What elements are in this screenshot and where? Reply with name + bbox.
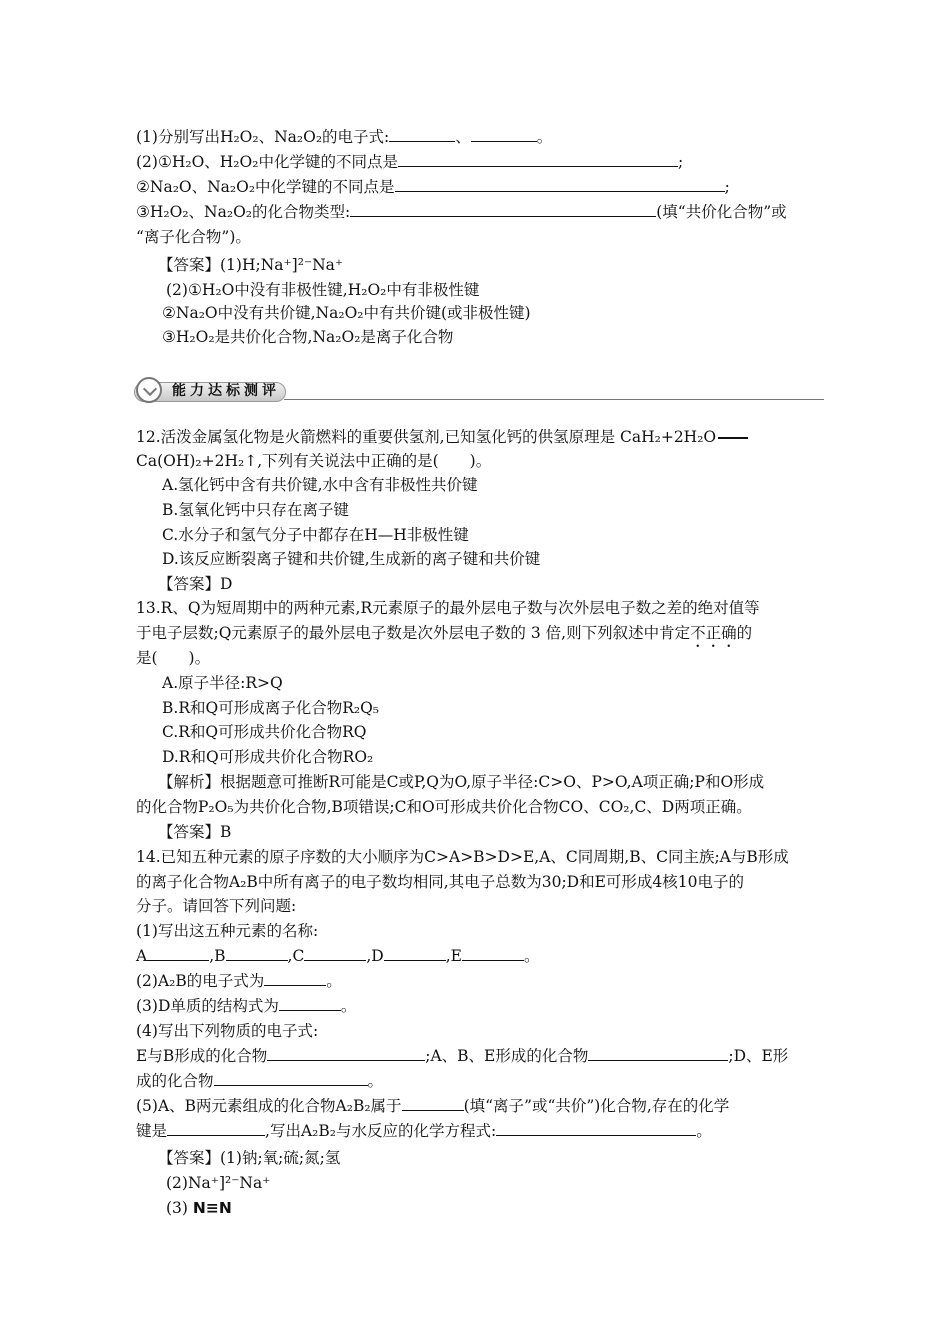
q13-option-d: D.R和Q可形成共价化合物RO₂ — [162, 748, 374, 766]
q13-stem-2 — [136, 622, 752, 644]
q11-part3 — [136, 176, 730, 198]
q14-answer-3 — [166, 1197, 232, 1219]
q14-sub-3-text: (3)D单质的结构式为 — [136, 997, 279, 1015]
chevron-down-icon — [136, 377, 162, 403]
q14-sub-5d-text: ,写出A₂B₂与水反应的化学方程式: — [265, 1122, 497, 1140]
answer-blank — [167, 1121, 265, 1136]
q12-stem-1-text: 12.活泼金属氢化物是火箭燃料的重要供氢剂,已知氢化钙的供氢原理是 CaH₂+2H₂O — [136, 428, 717, 446]
answer-blank — [395, 177, 725, 192]
answer-blank — [214, 1071, 368, 1086]
period: 。 — [367, 1072, 384, 1090]
q14-sub-4b-text: ;A、B、E形成的化合物 — [425, 1047, 589, 1065]
q11-answer-2: (2)①H₂O中没有非极性键,H₂O₂中有非极性键 — [166, 281, 480, 299]
q13-analysis-1: 【解析】根据题意可推断R可能是C或P,Q为O,原子半径:C>O、P>O,A项正确;P和O形成 — [158, 773, 765, 791]
q14-names-line — [136, 945, 539, 967]
banner-rule — [284, 399, 824, 400]
answer-blank — [267, 1046, 425, 1061]
q14-sub-5-line-1 — [136, 1095, 729, 1117]
q14-sub-4a-text: E与B形成的化合物 — [136, 1047, 268, 1065]
q14-sub-2 — [136, 970, 342, 992]
answer-blank — [588, 1046, 728, 1061]
name-label-a: A — [136, 947, 148, 965]
period: 。 — [326, 972, 342, 990]
emphasis-not-correct: 不正确 — [690, 624, 737, 642]
q14-sub-4d-text: 成的化合物 — [136, 1072, 214, 1090]
name-label-b: ,B — [209, 947, 226, 965]
q11-part3-text: ②Na₂O、Na₂O₂中化学键的不同点是 — [136, 178, 395, 196]
q13-answer: 【答案】B — [158, 823, 232, 841]
q14-sub-5b-text: (填“离子”或“共价”)化合物,存在的化学 — [463, 1097, 730, 1115]
q11-part1-text: (1)分别写出H₂O₂、Na₂O₂的电子式: — [136, 128, 390, 146]
q11-part2 — [136, 151, 683, 173]
answer-blank — [304, 946, 366, 961]
q13-option-b: B.R和Q可形成离子化合物R₂Q₅ — [162, 699, 380, 717]
semicolon: ; — [724, 178, 730, 196]
q13-stem-1: 13.R、Q为短周期中的两种元素,R元素原子的最外层电子数与次外层电子数之差的绝对值等 — [136, 599, 760, 617]
section-banner — [134, 374, 824, 404]
answer-blank — [462, 946, 524, 961]
semicolon: ; — [677, 153, 684, 171]
q11-answer-4: ③H₂O₂是共价化合物,Na₂O₂是离子化合物 — [162, 328, 454, 346]
q14-answer-3-label: (3) — [166, 1199, 188, 1217]
answer-blank — [496, 1121, 696, 1136]
q12-option-c: C.水分子和氢气分子中都存在H—H非极性键 — [162, 526, 469, 544]
answer-blank — [389, 127, 455, 142]
q13-stem-3: 是( )。 — [136, 649, 211, 667]
section-title: 能力达标测评 — [172, 383, 280, 399]
q14-stem-1: 14.已知五种元素的原子序数的大小顺序为C>A>B>D>E,A、C同周期,B、C同主族;A与B形成 — [136, 848, 789, 866]
answer-blank — [264, 971, 326, 986]
nitrogen-structural-formula: N≡N — [192, 1199, 232, 1217]
name-label-d: ,D — [366, 947, 384, 965]
q14-sub-2-text: (2)A₂B的电子式为 — [136, 972, 265, 990]
period: 。 — [340, 997, 357, 1015]
q14-stem-3: 分子。请回答下列问题: — [136, 897, 297, 915]
q12-option-a: A.氢化钙中含有共价键,水中含有非极性共价键 — [162, 476, 478, 494]
q14-sub-1: (1)写出这五种元素的名称: — [136, 922, 319, 940]
period: 。 — [523, 947, 540, 965]
q12-option-b: B.氢氧化钙中只存在离子键 — [162, 501, 349, 519]
q14-sub-3 — [136, 995, 356, 1017]
q11-answer-1: 【答案】(1)H;Na⁺]²⁻Na⁺ — [158, 256, 344, 274]
q12-stem-1 — [136, 426, 748, 448]
q11-part4-text: ③H₂O₂、Na₂O₂的化合物类型: — [136, 203, 351, 221]
q11-part4 — [136, 201, 787, 223]
q13-stem-2-text: 于电子层数;Q元素原子的最外层电子数是次外层电子数的 3 倍,则下列叙述中肯定 — [136, 624, 691, 642]
answer-blank — [471, 127, 537, 142]
name-label-c: ,C — [287, 947, 305, 965]
q12-option-d: D.该反应断裂离子键和共价键,生成新的离子键和共价键 — [162, 550, 541, 568]
q14-answer-1: 【答案】(1)钠;氧;硫;氮;氢 — [158, 1149, 341, 1167]
period: 。 — [536, 128, 553, 146]
answer-blank — [384, 946, 446, 961]
q13-stem-2-tail: 的 — [736, 624, 753, 642]
q11-part5: “离子化合物”)。 — [136, 228, 251, 246]
q14-sub-5-line-2 — [136, 1120, 712, 1142]
q11-part1 — [136, 126, 552, 148]
name-label-e: ,E — [445, 947, 462, 965]
q14-sub-4c-text: ;D、E形 — [728, 1047, 789, 1065]
answer-blank — [226, 946, 288, 961]
q14-sub-4-line-1 — [136, 1045, 788, 1067]
q14-sub-4-line-2 — [136, 1070, 383, 1092]
answer-blank — [279, 996, 341, 1011]
separator: 、 — [455, 128, 471, 146]
q14-stem-2: 的离子化合物A₂B中所有离子的电子数均相同,其电子总数为30;D和E可形成4核10电子的 — [136, 873, 744, 891]
q14-sub-4: (4)写出下列物质的电子式: — [136, 1022, 319, 1040]
answer-blank — [147, 946, 209, 961]
reaction-arrow — [718, 437, 748, 439]
q13-analysis-2: 的化合物P₂O₅为共价化合物,B项错误;C和O可形成共价化合物CO、CO₂,C、D两项正确。 — [136, 798, 752, 816]
q14-sub-5a-text: (5)A、B两元素组成的化合物A₂B₂属于 — [136, 1097, 402, 1115]
period: 。 — [696, 1122, 712, 1140]
answer-blank — [350, 202, 656, 217]
q13-option-c: C.R和Q可形成共价化合物RQ — [162, 723, 367, 741]
q13-option-a: A.原子半径:R>Q — [162, 674, 283, 692]
answer-blank — [398, 152, 678, 167]
q11-part4-tail: (填“共价化合物”或 — [656, 203, 787, 221]
q11-answer-3: ②Na₂O中没有共价键,Na₂O₂中有共价键(或非极性键) — [162, 304, 531, 322]
q12-stem-2: Ca(OH)₂+2H₂↑,下列有关说法中正确的是( )。 — [136, 452, 492, 470]
q14-sub-5c-text: 键是 — [136, 1122, 168, 1140]
q11-part2-text: (2)①H₂O、H₂O₂中化学键的不同点是 — [136, 153, 398, 171]
q12-answer: 【答案】D — [158, 575, 233, 593]
answer-blank — [402, 1096, 464, 1111]
q14-answer-2: (2)Na⁺]²⁻Na⁺ — [166, 1174, 271, 1192]
